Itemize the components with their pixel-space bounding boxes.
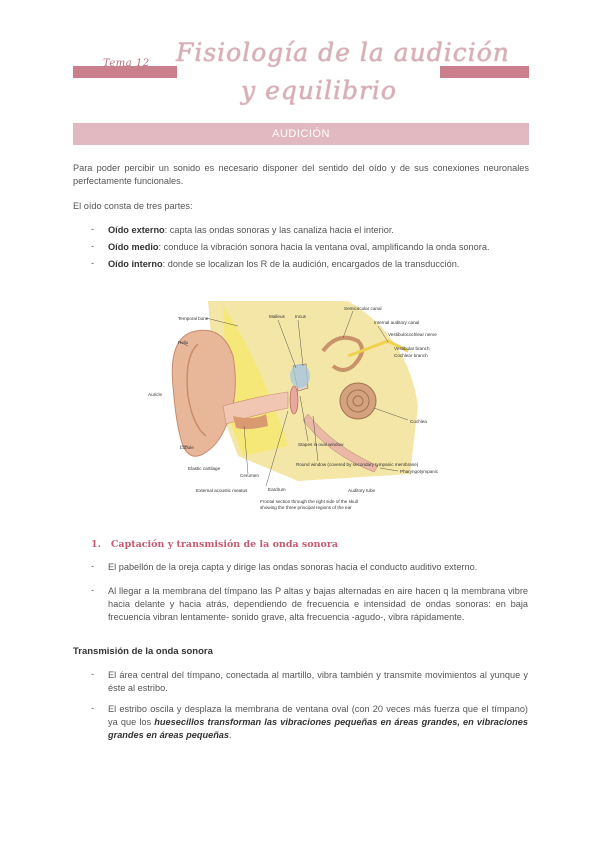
term: Oído interno: [108, 259, 163, 269]
section-banner: AUDICIÓN: [73, 123, 529, 145]
bullet-dash: -: [91, 703, 95, 713]
list-item: [108, 224, 528, 237]
label-malleus: Malleus: [269, 314, 285, 319]
term: Oído medio: [108, 242, 159, 252]
label-eardrum: Eardrum: [268, 487, 286, 492]
label-round-window: Round window (covered by secondary tympanic membrane): [296, 462, 419, 467]
section-number: 1.: [91, 539, 101, 550]
label-lobule: Lobule: [180, 445, 194, 450]
figure-caption-line2: showing the three principal regions of the ear: [260, 505, 352, 510]
label-cochlea: Cochlea: [410, 419, 427, 424]
bullet-dash: -: [91, 258, 95, 268]
page-title-line1: Fisiología de la audición: [176, 38, 510, 67]
eardrum-shape: [290, 386, 298, 414]
list-item: [108, 258, 528, 271]
term: Oído externo: [108, 225, 165, 235]
intro-paragraph: Para poder percibir un sonido es necesario disponer del sentido del oído y de sus conexiones neuronales perfectamente funcionales.: [73, 163, 529, 186]
bullet-dash: -: [91, 224, 95, 234]
text-run: El estribo oscila y desplaza la membrana de ventana oval (con 20 veces más fuerza que el tímpano) ya que los: [108, 704, 528, 727]
label-auricle: Auricle: [148, 392, 163, 397]
label-elastic-cartilage: Elastic cartilage: [188, 466, 221, 471]
text-run: .: [229, 730, 232, 740]
label-auditory-tube: Auditory tube: [348, 488, 376, 493]
label-cerumen: Cerumen: [240, 473, 259, 478]
parts-intro: El oído consta de tres partes:: [73, 201, 193, 211]
list-item: [108, 241, 528, 254]
definition: : capta las ondas sonoras y las canaliza hacia el interior.: [164, 225, 394, 235]
label-vestibular-branch: Vestibular branch: [394, 346, 430, 351]
figure-caption-line1: Frontal section through the right side of the skull: [260, 499, 358, 504]
cochlea-shape: [340, 383, 376, 419]
list-item: Al llegar a la membrana del tímpano las P altas y bajas alternadas en aire hacen q la membrana vibre hacia delante y hacia atrás, dependiendo de frecuencia e intensidad de ondas sonoras: en baja frecuencia vibran lentamente- sonido grave, alta frecuencia -agudo-, vibra rápidamente.: [108, 586, 528, 622]
label-semicircular-canal: Semicircular canal: [344, 306, 382, 311]
label-vestibulocochlear-nerve: Vestibulocochlear nerve: [388, 332, 437, 337]
label-helix: Helix: [178, 340, 189, 345]
list-item: El pabellón de la oreja capta y dirige las ondas sonoras hacia el conducto auditivo externo.: [108, 562, 478, 572]
definition: : conduce la vibración sonora hacia la ventana oval, amplificando la onda sonora.: [158, 242, 490, 252]
section-heading: [91, 539, 338, 550]
list-item: El área central del tímpano, conectada al martillo, vibra también y transmite movimientos al yunque y éste al estribo.: [108, 670, 528, 693]
label-pharyngotympanic: Pharyngotympanic: [400, 469, 439, 474]
emphasized-text: huesecillos transforman las vibraciones pequeñas en áreas grandes, en vibraciones grandes en áreas pequeñas: [108, 717, 528, 740]
middle-ear-cavity: [290, 364, 310, 388]
label-incus: Incus: [295, 314, 306, 319]
list-item: [108, 703, 528, 742]
topic-number: Tema 12: [103, 58, 150, 69]
definition: : donde se localizan los R de la audición, encargados de la transducción.: [162, 259, 460, 269]
section-title: Captación y transmisión de la onda sonora: [110, 539, 339, 550]
bullet-dash: -: [91, 669, 95, 679]
subsection-title: Transmisión de la onda sonora: [73, 646, 213, 657]
label-cochlear-branch: Cochlear branch: [394, 353, 428, 358]
bullet-dash: -: [91, 585, 95, 595]
label-temporal-bone: Temporal bone: [178, 316, 209, 321]
header-bar-right: [440, 66, 529, 78]
auricle-shape: [172, 330, 235, 456]
label-stapes: Stapes in oval window: [298, 442, 344, 447]
bullet-dash: -: [91, 561, 95, 571]
label-external-acoustic-meatus: External acoustic meatus: [196, 488, 248, 493]
ear-anatomy-figure: [148, 296, 454, 518]
page-title-line2: y equilibrio: [241, 76, 397, 105]
label-internal-auditory-canal: Internal auditory canal: [374, 320, 420, 325]
bullet-dash: -: [91, 241, 95, 251]
